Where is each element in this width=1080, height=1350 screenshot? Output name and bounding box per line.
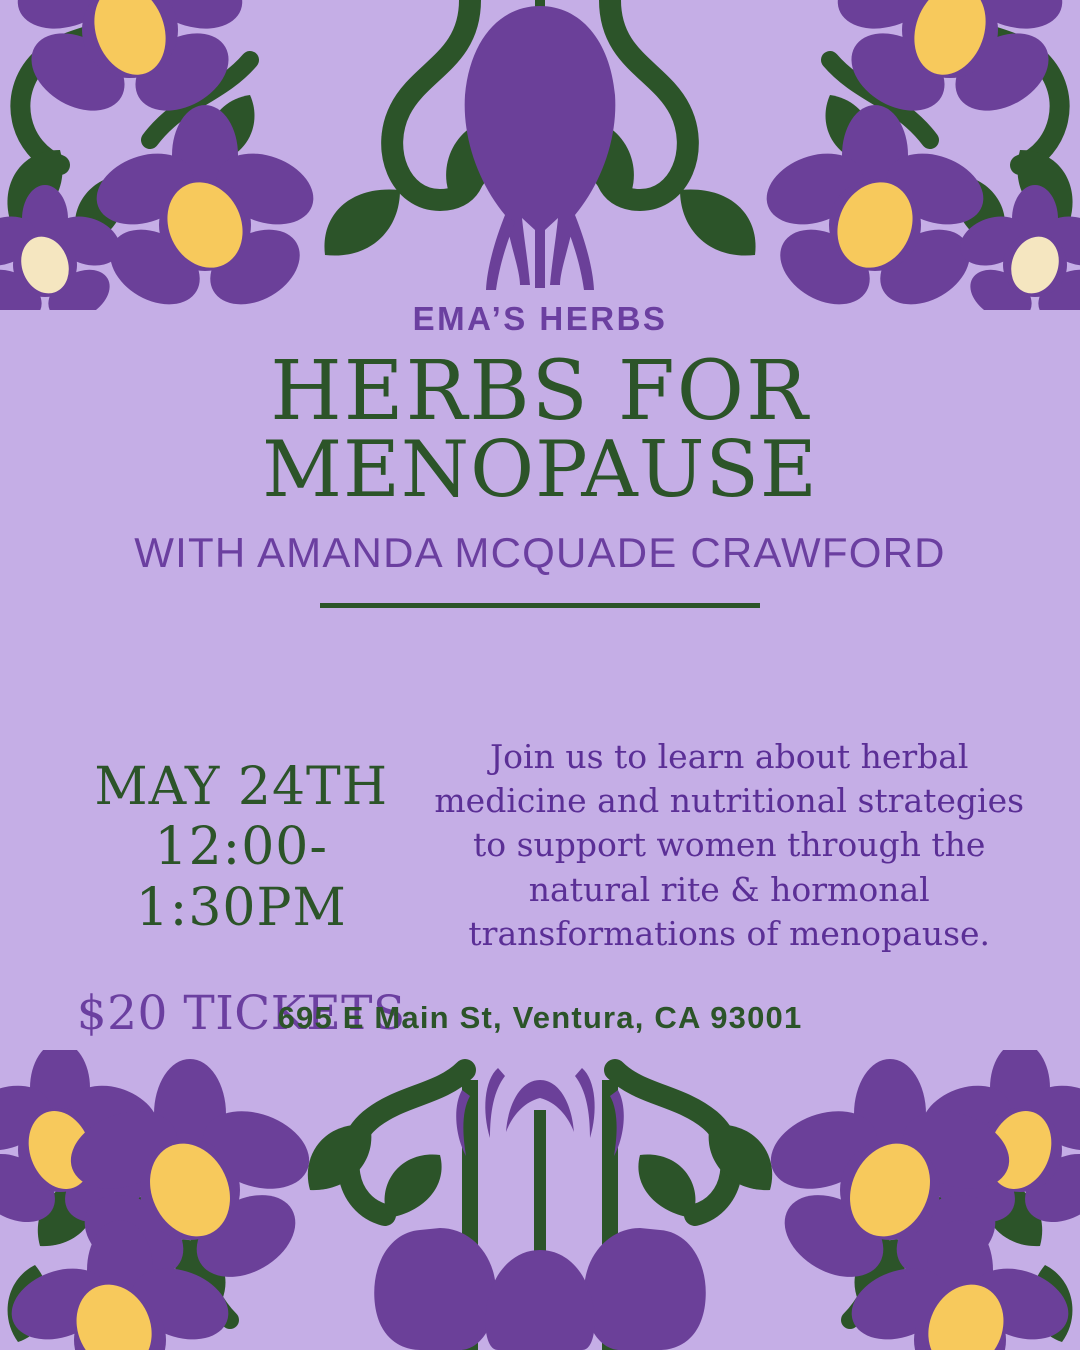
divider xyxy=(320,603,760,608)
bottom-right-flower-cluster xyxy=(760,1050,1080,1350)
description-column xyxy=(430,735,1028,956)
venue-address: 695 E Main St, Ventura, CA 93001 xyxy=(277,1000,803,1035)
title-line-1: HERBS FOR xyxy=(270,344,810,439)
bottom-left-flower-cluster xyxy=(0,1050,320,1350)
details-section xyxy=(0,735,1080,1041)
presenter-name: WITH AMANDA MCQUADE CRAWFORD xyxy=(134,528,946,576)
top-floral-border xyxy=(0,0,1080,310)
poster-text-block xyxy=(0,300,1080,608)
brand-name: EMA’S HERBS xyxy=(412,300,668,337)
top-left-flower-cluster xyxy=(0,0,323,310)
top-center-tulip-motif xyxy=(324,0,755,290)
event-date: MAY 24TH xyxy=(94,757,389,817)
title-line-2: MENOPAUSE xyxy=(262,425,818,516)
event-description: Join us to learn about herbal medicine and nutritional strategies to support women through the natural rite & hormonal transformations of menopause. xyxy=(434,737,1025,953)
ticket-price: $20 TICKETS xyxy=(76,985,406,1041)
page-title xyxy=(0,344,1080,516)
date-price-column xyxy=(52,735,430,1041)
top-right-flower-cluster xyxy=(757,0,1080,310)
bottom-floral-border xyxy=(0,1050,1080,1350)
event-time: 12:00-1:30PM xyxy=(135,817,347,938)
bottom-center-tulip-motif xyxy=(308,1068,772,1350)
